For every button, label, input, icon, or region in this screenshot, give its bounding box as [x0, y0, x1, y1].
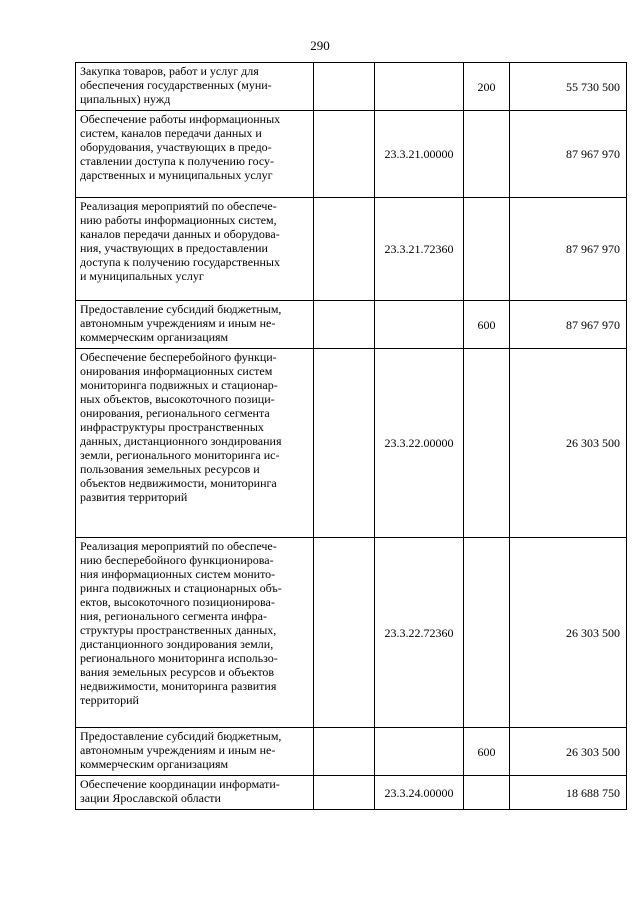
amount-cell: 26 303 500	[510, 349, 627, 538]
item-name-line: Реализация мероприятий по обеспече-	[80, 539, 277, 553]
item-name-line: ципальных) нужд	[80, 92, 171, 106]
target-article-code-cell: 23.3.21.72360	[375, 198, 464, 301]
item-name-line: автономным учреждениям и иным не-	[80, 743, 276, 757]
target-article-code-cell	[375, 63, 464, 111]
item-name-line: инфраструктуры пространственных	[80, 420, 264, 434]
table-row	[76, 198, 627, 301]
table-row	[76, 728, 627, 776]
item-name-line: Предоставление субсидий бюджетным,	[80, 729, 282, 743]
item-name-cell	[76, 776, 314, 810]
blank-cell	[314, 198, 375, 301]
item-name-line: данных, дистанционного зондирования	[80, 434, 282, 448]
item-name-line: ния, регионального сегмента инфра-	[80, 609, 267, 623]
blank-cell	[314, 63, 375, 111]
blank-cell	[314, 728, 375, 776]
item-name-line: структуры пространственных данных,	[80, 623, 277, 637]
item-name-cell	[76, 728, 314, 776]
amount-cell: 18 688 750	[510, 776, 627, 810]
expense-type-cell: 600	[464, 728, 510, 776]
blank-cell	[314, 111, 375, 198]
item-name-cell	[76, 63, 314, 111]
item-name-line: каналов передачи данных и оборудова-	[80, 227, 280, 241]
budget-table	[75, 62, 627, 810]
item-name-cell	[76, 349, 314, 538]
item-name-line: дистанционного зондирования земли,	[80, 637, 274, 651]
amount-cell: 26 303 500	[510, 538, 627, 728]
item-name-line: зации Ярославской области	[80, 791, 221, 805]
item-name-line: и муниципальных услуг	[80, 269, 204, 283]
item-name-line: автономным учреждениям и иным не-	[80, 316, 276, 330]
item-name-line: территорий	[80, 693, 139, 707]
table-row	[76, 538, 627, 728]
item-name-line: оборудования, участвующих в предо-	[80, 140, 272, 154]
item-name-line: нию работы информационных систем,	[80, 213, 277, 227]
item-name-line: Обеспечение бесперебойного функци-	[80, 350, 277, 364]
item-name-line: развития территорий	[80, 490, 188, 504]
item-name-line: обеспечения государственных (муни-	[80, 78, 272, 92]
blank-cell	[314, 349, 375, 538]
expense-type-cell	[464, 349, 510, 538]
item-name-line: вания земельных ресурсов и объектов	[80, 665, 275, 679]
item-name-line: ния информационных систем монито-	[80, 567, 276, 581]
item-name-line: объектов недвижимости, мониторинга	[80, 476, 277, 490]
item-name-cell	[76, 301, 314, 349]
item-name-line: ринга подвижных и стационарных объ-	[80, 581, 282, 595]
item-name-line: мониторинга подвижных и стационар-	[80, 378, 278, 392]
item-name-cell	[76, 111, 314, 198]
item-name-line: коммерческим организациям	[80, 330, 229, 344]
table-row	[76, 63, 627, 111]
item-name-line: ния, участвующих в предоставлении	[80, 241, 268, 255]
expense-type-cell: 200	[464, 63, 510, 111]
budget-table-body	[76, 63, 627, 810]
item-name-line: земли, регионального мониторинга ис-	[80, 448, 280, 462]
item-name-line: Предоставление субсидий бюджетным,	[80, 302, 282, 316]
item-name-line: Обеспечение работы информационных	[80, 112, 281, 126]
item-name-line: ных объектов, высокоточного позици-	[80, 392, 275, 406]
item-name-cell	[76, 198, 314, 301]
table-row	[76, 349, 627, 538]
item-name-line: доступа к получению государственных	[80, 255, 280, 269]
amount-cell: 55 730 500	[510, 63, 627, 111]
item-name-line: регионального мониторинга использо-	[80, 651, 278, 665]
table-row	[76, 111, 627, 198]
expense-type-cell: 600	[464, 301, 510, 349]
expense-type-cell	[464, 111, 510, 198]
item-name-line: ектов, высокоточного позиционирова-	[80, 595, 275, 609]
item-name-line: пользования земельных ресурсов и	[80, 462, 260, 476]
item-name-line: коммерческим организациям	[80, 757, 229, 771]
item-name-line: Реализация мероприятий по обеспече-	[80, 199, 277, 213]
target-article-code-cell	[375, 728, 464, 776]
expense-type-cell	[464, 776, 510, 810]
item-name-line: нию бесперебойного функционирова-	[80, 553, 274, 567]
item-name-line: онирования информационных систем	[80, 364, 273, 378]
target-article-code-cell: 23.3.22.00000	[375, 349, 464, 538]
amount-cell: 87 967 970	[510, 111, 627, 198]
item-name-line: Обеспечение координации информати-	[80, 777, 280, 791]
page-number: 290	[310, 38, 330, 53]
item-name-line: Закупка товаров, работ и услуг для	[80, 64, 259, 78]
blank-cell	[314, 301, 375, 349]
target-article-code-cell	[375, 301, 464, 349]
target-article-code-cell: 23.3.21.00000	[375, 111, 464, 198]
item-name-line: дарственных и муниципальных услуг	[80, 168, 273, 182]
amount-cell: 87 967 970	[510, 198, 627, 301]
expense-type-cell	[464, 538, 510, 728]
item-name-line: недвижимости, мониторинга развития	[80, 679, 277, 693]
target-article-code-cell: 23.3.24.00000	[375, 776, 464, 810]
expense-type-cell	[464, 198, 510, 301]
item-name-line: онирования, регионального сегмента	[80, 406, 270, 420]
amount-cell: 87 967 970	[510, 301, 627, 349]
table-row	[76, 776, 627, 810]
item-name-line: систем, каналов передачи данных и	[80, 126, 262, 140]
item-name-line: ставлении доступа к получению госу-	[80, 154, 275, 168]
blank-cell	[314, 538, 375, 728]
target-article-code-cell: 23.3.22.72360	[375, 538, 464, 728]
blank-cell	[314, 776, 375, 810]
item-name-cell	[76, 538, 314, 728]
amount-cell: 26 303 500	[510, 728, 627, 776]
table-row	[76, 301, 627, 349]
